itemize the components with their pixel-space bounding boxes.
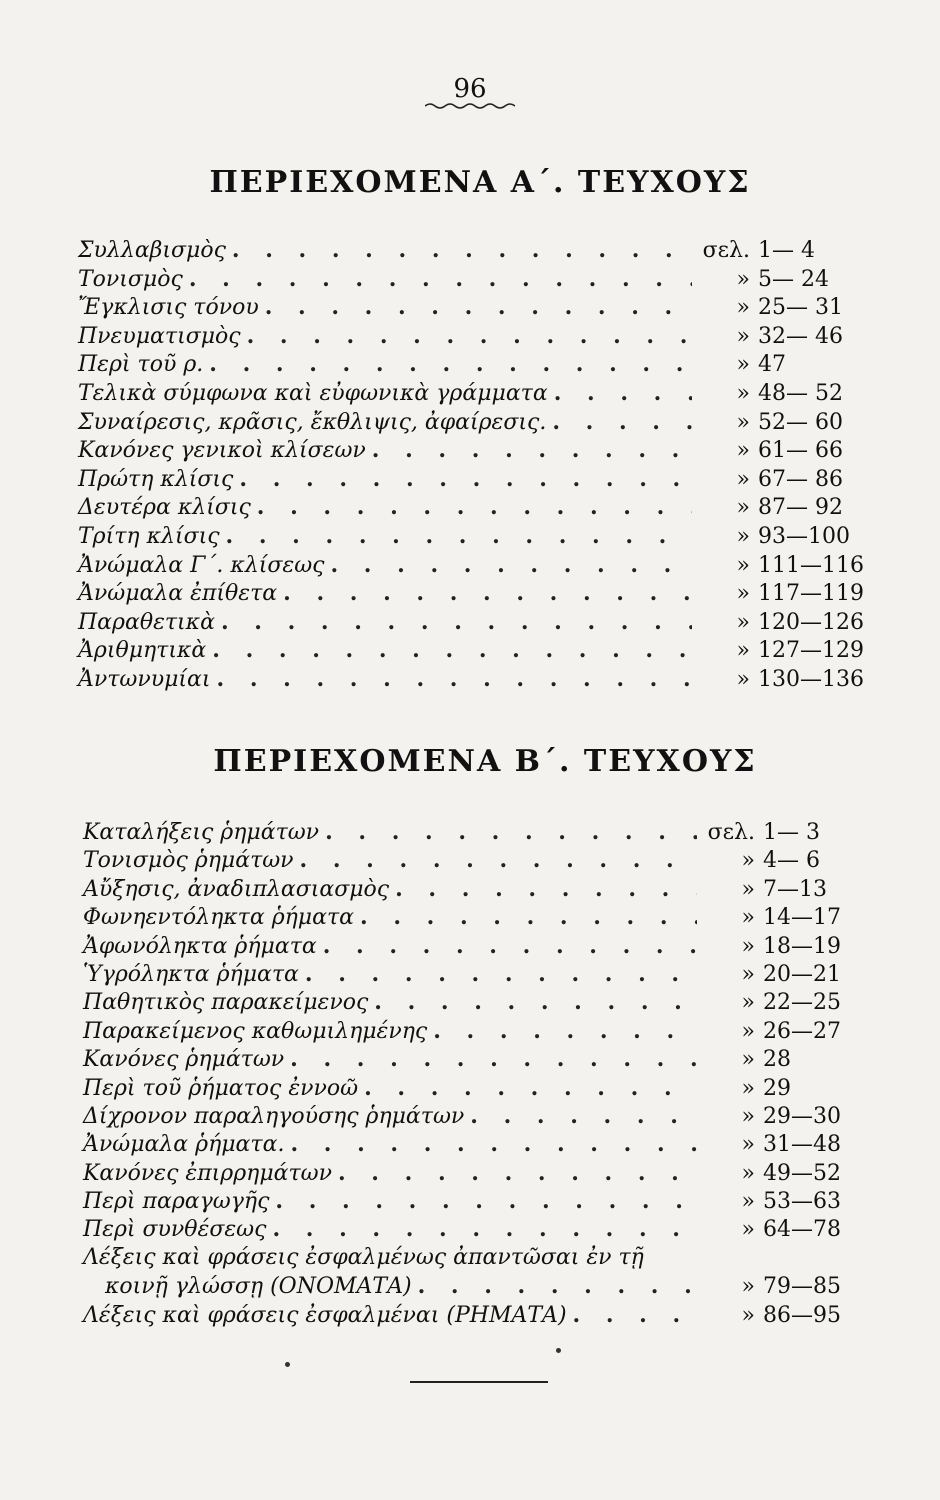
toc-entry bbox=[83, 1074, 883, 1102]
entry-title: Περὶ τοῦ ρ. bbox=[78, 352, 204, 378]
toc-entry bbox=[78, 350, 878, 379]
entry-title: Περὶ συνθέσεως bbox=[83, 1217, 267, 1243]
toc-entry bbox=[83, 875, 883, 903]
dot-leader bbox=[325, 818, 697, 846]
toc-entry bbox=[83, 818, 883, 846]
entry-pages: 32— 46 bbox=[758, 323, 843, 349]
dot-leader bbox=[290, 1045, 697, 1073]
entry-pages: 22—25 bbox=[763, 990, 841, 1016]
entry-sel: » bbox=[736, 609, 750, 635]
entry-sel: » bbox=[741, 1075, 755, 1101]
entry-title: Παθητικὸς παρακείμενος bbox=[83, 990, 369, 1016]
entry-pages: 52— 60 bbox=[758, 409, 843, 435]
entry-sel: » bbox=[736, 638, 750, 664]
dot-leader bbox=[338, 1159, 697, 1187]
entry-sel: » bbox=[741, 1274, 755, 1300]
entry-pages: 29 bbox=[763, 1075, 791, 1101]
dot-leader bbox=[305, 960, 697, 988]
ink-dot bbox=[285, 1362, 290, 1367]
entry-title: Λέξεις καὶ φράσεις ἐσφαλμέναι (ΡΗΜΑΤΑ) bbox=[83, 1302, 567, 1328]
entry-sel: » bbox=[736, 495, 750, 521]
dot-leader bbox=[275, 1187, 697, 1215]
entry-sel: » bbox=[741, 876, 755, 902]
entry-pages: 20—21 bbox=[763, 961, 841, 987]
entry-title: Συναίρεσις, κρᾶσις, ἔκθλιψις, ἀφαίρεσις. bbox=[78, 409, 547, 435]
entry-sel: » bbox=[741, 1160, 755, 1186]
entry-pages: 25— 31 bbox=[758, 295, 843, 321]
toc-entry bbox=[78, 236, 878, 265]
entry-sel: » bbox=[736, 295, 750, 321]
toc-entry bbox=[83, 1159, 883, 1187]
dot-leader bbox=[573, 1301, 697, 1329]
dot-leader bbox=[323, 932, 697, 960]
toc-entry bbox=[83, 960, 883, 988]
entry-title: Κανόνες ἐπιρρημάτων bbox=[83, 1160, 332, 1186]
dot-leader bbox=[360, 903, 697, 931]
entry-sel: » bbox=[741, 1047, 755, 1073]
entry-pages: 1— 4 bbox=[758, 238, 815, 263]
entry-title: Περὶ τοῦ ῥήματος ἐννοῶ bbox=[83, 1075, 359, 1101]
entry-pages: 28 bbox=[763, 1047, 791, 1073]
entry-title: Ἀριθμητικὰ bbox=[78, 638, 207, 664]
toc-entry bbox=[83, 1130, 883, 1158]
entry-pages: 5— 24 bbox=[758, 266, 829, 292]
entry-pages: 117—119 bbox=[758, 581, 864, 607]
entry-sel: » bbox=[741, 1189, 755, 1215]
dot-leader bbox=[232, 236, 692, 264]
dot-leader bbox=[364, 1074, 697, 1102]
entry-sel: » bbox=[736, 409, 750, 435]
entry-title: Ἀνώμαλα Γ΄. κλίσεως bbox=[78, 552, 325, 578]
toc-entry bbox=[78, 579, 878, 608]
entry-pages: 31—48 bbox=[763, 1132, 841, 1158]
section-a-toc bbox=[78, 236, 878, 694]
entry-sel: » bbox=[736, 666, 750, 692]
entry-pages: 53—63 bbox=[763, 1189, 841, 1215]
entry-pages: 7—13 bbox=[763, 876, 827, 902]
entry-sel: » bbox=[741, 933, 755, 959]
entry-title-continuation: κοινῇ γλώσσῃ (ΟΝΟΜΑΤΑ) bbox=[105, 1274, 412, 1300]
toc-entry bbox=[78, 493, 878, 522]
entry-pages: 64—78 bbox=[763, 1217, 841, 1243]
ink-dot bbox=[556, 1348, 561, 1353]
entry-pages: 48— 52 bbox=[758, 380, 843, 406]
entry-sel: σελ. bbox=[702, 238, 750, 263]
entry-title: Ἀνώμαλα ἐπίθετα bbox=[78, 581, 278, 607]
entry-pages: 14—17 bbox=[763, 905, 841, 931]
entry-pages: 86—95 bbox=[763, 1302, 841, 1328]
entry-sel: » bbox=[736, 438, 750, 464]
dot-leader bbox=[209, 350, 692, 378]
dot-leader bbox=[290, 1130, 697, 1158]
entry-sel: » bbox=[736, 581, 750, 607]
entry-title: Δευτέρα κλίσις bbox=[78, 495, 251, 521]
dot-leader bbox=[189, 265, 692, 293]
toc-entry bbox=[78, 322, 878, 351]
toc-entry bbox=[78, 436, 878, 465]
entry-sel: » bbox=[736, 266, 750, 292]
dot-leader bbox=[395, 875, 697, 903]
dot-leader bbox=[257, 493, 692, 521]
entry-pages: 79—85 bbox=[763, 1274, 841, 1300]
entry-title: Περὶ παραγωγῆς bbox=[83, 1189, 270, 1215]
entry-pages: 130—136 bbox=[758, 666, 864, 692]
section-b-toc bbox=[83, 818, 883, 1329]
entry-title: Συλλαβισμὸς bbox=[78, 238, 226, 263]
page-number bbox=[0, 74, 940, 110]
dot-leader bbox=[239, 465, 692, 493]
toc-entry bbox=[83, 1301, 883, 1329]
toc-entry bbox=[78, 379, 878, 408]
entry-sel: » bbox=[741, 1018, 755, 1044]
entry-title: Κανόνες γενικοὶ κλίσεων bbox=[78, 438, 366, 464]
dot-leader bbox=[283, 579, 692, 607]
entry-sel: » bbox=[741, 1132, 755, 1158]
footer-rule bbox=[410, 1381, 548, 1383]
dot-leader bbox=[265, 293, 692, 321]
entry-sel: » bbox=[741, 1302, 755, 1328]
toc-entry bbox=[83, 846, 883, 874]
entry-sel: » bbox=[741, 905, 755, 931]
entry-title: Ἀνώμαλα ῥήματα. bbox=[83, 1132, 285, 1158]
dot-leader bbox=[554, 379, 692, 407]
toc-entry bbox=[78, 551, 878, 580]
entry-title: Λέξεις καὶ φράσεις ἐσφαλμένως ἀπαντῶσαι ἐν τῇ bbox=[83, 1244, 644, 1270]
entry-title: Κανόνες ῥημάτων bbox=[83, 1047, 285, 1073]
entry-pages: 87— 92 bbox=[758, 495, 843, 521]
entry-title: Τελικὰ σύμφωνα καὶ εὐφωνικὰ γράμματα bbox=[78, 380, 548, 406]
entry-pages: 1— 3 bbox=[763, 820, 820, 845]
toc-entry bbox=[78, 522, 878, 551]
dot-leader bbox=[433, 1017, 697, 1045]
entry-pages: 111—116 bbox=[758, 552, 864, 578]
toc-entry bbox=[78, 636, 878, 665]
dot-leader bbox=[374, 988, 697, 1016]
entry-sel: » bbox=[736, 466, 750, 492]
entry-title: Παρακείμενος καθωμιλημένης bbox=[83, 1018, 428, 1044]
entry-sel: » bbox=[741, 961, 755, 987]
entry-pages: 67— 86 bbox=[758, 466, 843, 492]
entry-title: Καταλήξεις ῥημάτων bbox=[83, 820, 320, 845]
toc-entry bbox=[83, 1045, 883, 1073]
dot-leader bbox=[300, 846, 697, 874]
page-number-text: 96 bbox=[453, 74, 487, 104]
toc-entry-continuation bbox=[83, 1272, 883, 1300]
toc-entry bbox=[78, 608, 878, 637]
toc-entry bbox=[78, 465, 878, 494]
dot-leader bbox=[221, 608, 692, 636]
entry-sel: » bbox=[736, 523, 750, 549]
entry-pages: 4— 6 bbox=[763, 848, 820, 874]
toc-entry bbox=[83, 903, 883, 931]
section-b-title: ΠΕΡΙΕΧΟΜΕΝΑ Β΄. ΤΕΥΧΟΥΣ bbox=[213, 744, 757, 779]
toc-entry bbox=[78, 408, 878, 437]
entry-pages: 26—27 bbox=[763, 1018, 841, 1044]
entry-title: Ὑγρόληκτα ῥήματα bbox=[83, 961, 299, 987]
toc-entry bbox=[83, 1017, 883, 1045]
entry-sel: » bbox=[736, 352, 750, 378]
toc-entry bbox=[83, 1102, 883, 1130]
toc-entry bbox=[83, 1187, 883, 1215]
toc-entry bbox=[83, 988, 883, 1016]
dot-leader bbox=[217, 665, 692, 693]
toc-entry bbox=[83, 932, 883, 960]
section-a-title: ΠΕΡΙΕΧΟΜΕΝΑ Α΄. ΤΕΥΧΟΥΣ bbox=[209, 165, 751, 200]
entry-pages: 49—52 bbox=[763, 1160, 841, 1186]
entry-sel: σελ. bbox=[707, 820, 755, 845]
toc-entry bbox=[78, 293, 878, 322]
toc-entry bbox=[83, 1215, 883, 1243]
entry-sel: » bbox=[741, 990, 755, 1016]
entry-title: Παραθετικὰ bbox=[78, 609, 215, 635]
entry-sel: » bbox=[736, 380, 750, 406]
toc-entry bbox=[78, 665, 878, 694]
dot-leader bbox=[552, 408, 692, 436]
dot-leader bbox=[272, 1215, 697, 1243]
dot-leader bbox=[418, 1272, 697, 1300]
entry-sel: » bbox=[741, 1217, 755, 1243]
dot-leader bbox=[372, 436, 692, 464]
entry-title: Αὔξησις, ἀναδιπλασιασμὸς bbox=[83, 876, 390, 902]
dot-leader bbox=[247, 322, 692, 350]
toc-entry bbox=[83, 1244, 883, 1272]
entry-sel: » bbox=[741, 1103, 755, 1129]
dot-leader bbox=[226, 522, 692, 550]
entry-pages: 127—129 bbox=[758, 638, 864, 664]
entry-title: Πνευματισμὸς bbox=[78, 323, 241, 349]
entry-title: Ἔγκλισις τόνου bbox=[78, 295, 259, 321]
dot-leader bbox=[470, 1102, 697, 1130]
dot-leader bbox=[212, 636, 692, 664]
entry-pages: 29—30 bbox=[763, 1103, 841, 1129]
entry-pages: 61— 66 bbox=[758, 438, 843, 464]
entry-sel: » bbox=[736, 552, 750, 578]
toc-entry bbox=[78, 265, 878, 294]
entry-pages: 47 bbox=[758, 352, 786, 378]
entry-title: Τρίτη κλίσις bbox=[78, 523, 220, 549]
entry-title: Ἀφωνόληκτα ῥήματα bbox=[83, 933, 317, 959]
entry-title: Τονισμὸς ῥημάτων bbox=[83, 848, 294, 874]
entry-pages: 18—19 bbox=[763, 933, 841, 959]
entry-pages: 93—100 bbox=[758, 523, 850, 549]
dot-leader bbox=[330, 551, 692, 579]
entry-title: Δίχρονον παραληγούσης ῥημάτων bbox=[83, 1103, 465, 1129]
entry-title: Τονισμὸς bbox=[78, 266, 183, 292]
entry-title: Ἀντωνυμίαι bbox=[78, 666, 211, 692]
entry-pages: 120—126 bbox=[758, 609, 864, 635]
entry-sel: » bbox=[736, 323, 750, 349]
entry-sel: » bbox=[741, 848, 755, 874]
entry-title: Πρώτη κλίσις bbox=[78, 466, 234, 492]
entry-title: Φωνηεντόληκτα ῥήματα bbox=[83, 905, 354, 931]
